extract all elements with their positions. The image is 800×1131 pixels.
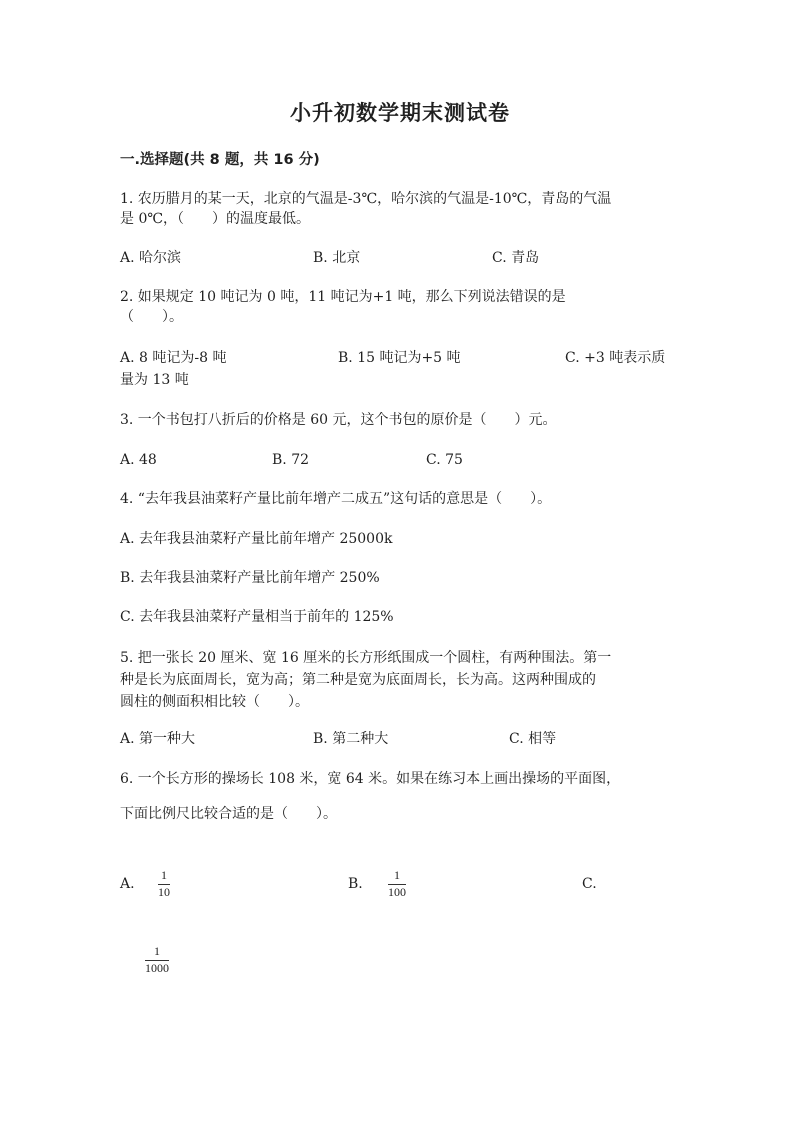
fraction-numerator: 1	[161, 868, 167, 882]
q3-option-a[interactable]: A. 48	[120, 452, 157, 468]
page-title: 小升初数学期末测试卷	[290, 101, 510, 125]
fraction-denominator: 10	[158, 885, 170, 899]
question-5-line-2: 种是长为底面周长，宽为高；第二种是宽为底面周长，长为高。这两种围成的	[120, 672, 596, 688]
q6-option-c[interactable]: C.	[582, 876, 597, 892]
q5-option-c[interactable]: C. 相等	[509, 731, 557, 747]
q1-option-b[interactable]: B. 北京	[313, 250, 361, 266]
q4-option-c[interactable]: C. 去年我县油菜籽产量相当于前年的 125%	[120, 609, 394, 625]
fraction-denominator: 1000	[145, 961, 169, 975]
q3-option-b[interactable]: B. 72	[272, 452, 310, 468]
q4-option-a[interactable]: A. 去年我县油菜籽产量比前年增产 25000k	[120, 531, 393, 547]
fraction-numerator: 1	[394, 868, 400, 882]
question-2-line-2: （ ）。	[120, 309, 183, 325]
q1-option-c[interactable]: C. 青岛	[492, 250, 540, 266]
q2-option-b[interactable]: B. 15 吨记为+5 吨	[338, 350, 461, 366]
question-6-line-1: 6. 一个长方形的操场长 108 米，宽 64 米。如果在练习本上画出操场的平面图，	[120, 771, 621, 787]
q6-fraction-b	[388, 869, 406, 899]
fraction-denominator: 100	[388, 885, 406, 899]
q2-option-c-wrap: 量为 13 吨	[120, 372, 189, 388]
question-1-line-2: 是 0℃，（ ）的温度最低。	[120, 211, 311, 227]
question-3-line-1: 3. 一个书包打八折后的价格是 60 元，这个书包的原价是（ ）元。	[120, 412, 557, 428]
question-4-line-1: 4. “去年我县油菜籽产量比前年增产二成五”这句话的意思是（ ）。	[120, 491, 552, 507]
question-6-line-2: 下面比例尺比较合适的是（ ）。	[120, 806, 337, 822]
q6-fraction-a	[158, 869, 170, 899]
section-heading: 一.选择题(共 8 题，共 16 分)	[120, 152, 320, 168]
q6-option-a[interactable]: A.	[120, 876, 135, 892]
q4-option-b[interactable]: B. 去年我县油菜籽产量比前年增产 250%	[120, 570, 380, 586]
q6-option-b[interactable]: B.	[348, 876, 363, 892]
q5-option-a[interactable]: A. 第一种大	[120, 731, 196, 747]
q2-option-a[interactable]: A. 8 吨记为-8 吨	[120, 350, 227, 366]
question-5-line-3: 圆柱的侧面积相比较（ ）。	[120, 694, 309, 710]
q2-option-c[interactable]: C. +3 吨表示质	[565, 350, 666, 366]
question-1-line-1: 1. 农历腊月的某一天，北京的气温是-3℃，哈尔滨的气温是-10℃，青岛的气温	[120, 191, 612, 207]
question-2-line-1: 2. 如果规定 10 吨记为 0 吨，11 吨记为+1 吨，那么下列说法错误的是	[120, 289, 566, 305]
question-5-line-1: 5. 把一张长 20 厘米、宽 16 厘米的长方形纸围成一个圆柱，有两种围法。第一	[120, 650, 612, 666]
q5-option-b[interactable]: B. 第二种大	[313, 731, 389, 747]
fraction-numerator: 1	[154, 944, 160, 958]
q6-fraction-c	[145, 945, 169, 975]
q3-option-c[interactable]: C. 75	[426, 452, 463, 468]
q1-option-a[interactable]: A. 哈尔滨	[120, 250, 182, 266]
